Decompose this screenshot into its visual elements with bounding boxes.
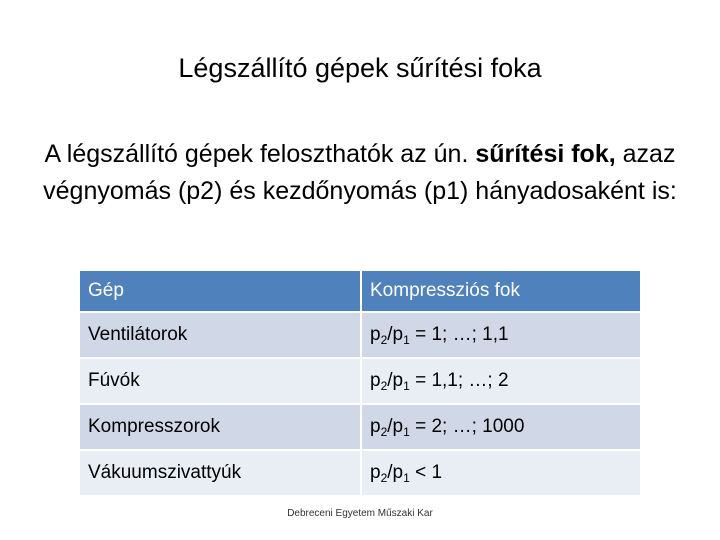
ratio-p: p <box>370 462 381 483</box>
ratio-sub-b: 1 <box>403 471 410 485</box>
ratio-rest: = 1,1; …; 2 <box>409 370 509 391</box>
intro-bold: sűrítési fok, <box>475 140 616 168</box>
table-row <box>79 404 641 450</box>
ratio-sub-b: 1 <box>403 379 410 393</box>
ratio-rest: = 2; …; 1000 <box>409 416 525 437</box>
table-row <box>79 358 641 404</box>
slide-title: Légszállító gépek sűrítési foka <box>178 53 542 83</box>
header-compression: Kompressziós fok <box>361 270 641 312</box>
intro-text <box>20 136 700 210</box>
ratio-slash: /p <box>387 416 404 437</box>
header-machine: Gép <box>79 270 361 312</box>
table-row <box>79 312 641 358</box>
ratio-p: p <box>370 416 381 437</box>
row-machine: Vákuumszivattyúk <box>79 450 361 496</box>
compression-table <box>78 269 642 497</box>
table-header-row <box>79 270 641 312</box>
row-ratio <box>361 404 641 450</box>
ratio-sub-a: 2 <box>380 333 388 347</box>
ratio-sub-b: 1 <box>403 333 410 347</box>
ratio-sub-a: 2 <box>380 471 388 485</box>
ratio-slash: /p <box>387 462 404 483</box>
ratio-slash: /p <box>387 370 404 391</box>
ratio-p: p <box>370 370 381 391</box>
ratio-slash: /p <box>387 324 404 345</box>
row-ratio <box>361 358 641 404</box>
ratio-sub-a: 2 <box>380 379 388 393</box>
ratio-rest: < 1 <box>409 462 443 483</box>
ratio-sub-b: 1 <box>403 425 410 439</box>
footer-text: Debreceni Egyetem Műszaki Kar <box>287 508 433 519</box>
row-ratio <box>361 312 641 358</box>
ratio-rest: = 1; …; 1,1 <box>409 324 509 345</box>
row-machine: Fúvók <box>79 358 361 404</box>
intro-post: azaz végnyomás (p2) és kezdőnyomás (p1) hányadosaként is: <box>43 140 677 205</box>
row-ratio <box>361 450 641 496</box>
table-row <box>79 450 641 496</box>
row-machine: Ventilátorok <box>79 312 361 358</box>
row-machine: Kompresszorok <box>79 404 361 450</box>
ratio-sub-a: 2 <box>380 425 388 439</box>
intro-pre: A légszállító gépek feloszthatók az ún. <box>44 140 476 168</box>
ratio-p: p <box>370 324 381 345</box>
